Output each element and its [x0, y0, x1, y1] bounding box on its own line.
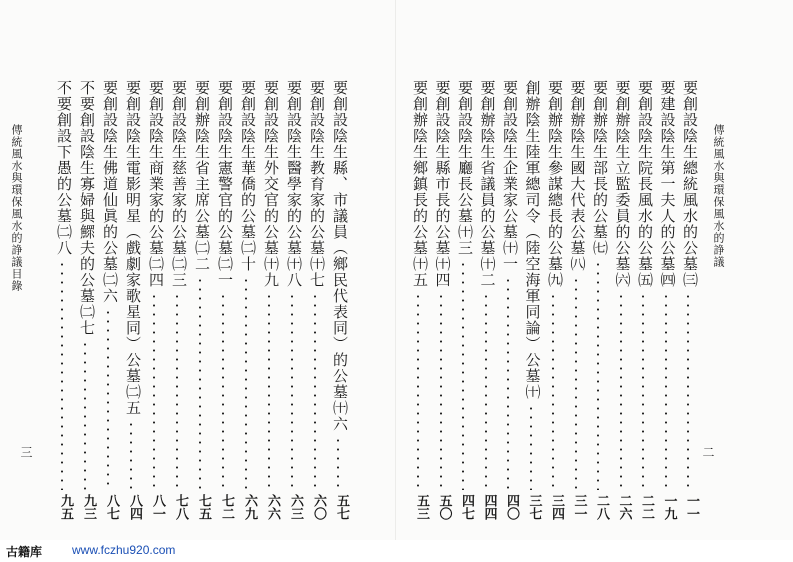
page-number-right: 二	[701, 446, 715, 458]
toc-entry[interactable]	[498, 80, 518, 520]
toc-entry-title: 要創設陰生院長風水的公墓㈤	[636, 80, 654, 288]
toc-entry-page: 四四	[481, 494, 497, 520]
toc-entry-page: 三四	[549, 494, 564, 520]
toc-entry[interactable]	[566, 80, 586, 520]
toc-entry-title: 要創設陰生佛道仙眞的公墓㈡六	[101, 80, 119, 304]
toc-entry[interactable]	[453, 80, 473, 520]
footer-brand: 古籍库	[6, 545, 43, 559]
toc-dot-leader	[462, 260, 464, 490]
toc-entry[interactable]	[75, 80, 95, 520]
toc-entry-page: 一九	[661, 494, 677, 520]
toc-entry[interactable]	[543, 80, 563, 520]
toc-dot-leader	[245, 276, 247, 490]
toc-dot-leader	[417, 292, 419, 490]
toc-entry-page: 八一	[150, 494, 165, 520]
toc-entry-title: 不要創設下愚的公墓㈡八	[55, 80, 73, 256]
toc-entry-title: 要創辦陰生立監委員的公墓㈥	[613, 80, 632, 288]
toc-entry[interactable]	[611, 80, 631, 520]
toc-entry-title: 要創設陰生慈善家的公墓㈡三	[170, 80, 188, 288]
toc-entry[interactable]	[213, 80, 233, 520]
footer-url[interactable]: www.fczhu920.com	[72, 543, 176, 557]
toc-entry[interactable]	[236, 80, 256, 520]
toc-entry-title: 創辦陰生陸軍總司令（陸空海軍同論）公墓㈩	[523, 80, 542, 400]
running-head-left: 傳統風水與環保風水的諍議目錄	[10, 124, 23, 292]
left-page	[0, 0, 396, 540]
toc-entry-title: 要創辦陰生省主席公墓㈡二	[193, 80, 211, 272]
toc-entry-page: 二八	[594, 494, 609, 520]
toc-dot-leader	[642, 292, 644, 490]
toc-entry-page: 六六	[265, 494, 280, 520]
toc-entry[interactable]	[52, 80, 72, 520]
toc-dot-leader	[291, 292, 293, 490]
toc-entry[interactable]	[328, 80, 348, 520]
toc-entry-page: 五七	[334, 494, 349, 520]
toc-entry-title: 不要創設陰生寡婦與鰥夫的公墓㈡七	[78, 80, 96, 336]
toc-entry[interactable]	[144, 80, 164, 520]
toc-entry[interactable]	[167, 80, 187, 520]
toc-entry-page: 四七	[459, 494, 474, 520]
toc-entry-title: 要創設陰生總統風水的公墓㈢	[681, 80, 699, 288]
toc-entry-page: 三七	[526, 494, 542, 520]
toc-entry-title: 要創設陰生企業家公墓㈩一	[501, 80, 519, 272]
toc-entry-title: 要創辦陰生省議員的公墓㈩二	[478, 80, 497, 288]
right-page	[396, 0, 793, 540]
toc-entry-page: 一一	[684, 494, 699, 520]
toc-entry-page: 七八	[173, 494, 188, 520]
toc-entry[interactable]	[656, 80, 676, 520]
running-head-right: 傳統風水與環保風水的諍議	[712, 124, 725, 268]
toc-entry-title: 要創設陰生教育家的公墓㈩七	[308, 80, 326, 288]
toc-entry[interactable]	[190, 80, 210, 520]
toc-entry-title: 要創設陰生醫學家的公墓㈩八	[285, 80, 303, 288]
toc-dot-leader	[314, 292, 316, 490]
toc-entry-page: 六三	[288, 494, 303, 520]
toc-entry[interactable]	[588, 80, 608, 520]
toc-dot-leader	[440, 292, 442, 490]
toc-entry-title: 要創設陰生華僑的公墓㈡十	[239, 80, 257, 272]
toc-dot-leader	[507, 276, 509, 490]
toc-dot-leader	[199, 276, 201, 490]
toc-dot-leader	[687, 292, 689, 490]
toc-entry-page: 八四	[127, 494, 142, 520]
toc-entry-title: 要創設陰生電影明星（戲劇家歌星同）公墓㈡五	[124, 80, 142, 416]
toc-entry[interactable]	[678, 80, 698, 520]
page-number-left: 三	[19, 446, 33, 458]
toc-entry-title: 要創辦陰生鄉鎮長的公墓㈩五	[411, 80, 429, 288]
toc-entry-page: 三一	[571, 494, 587, 520]
footer-watermark	[0, 540, 793, 562]
toc-dot-leader	[552, 292, 554, 490]
toc-entry[interactable]	[98, 80, 118, 520]
toc-dot-leader	[575, 276, 577, 490]
toc-dot-leader	[530, 404, 532, 490]
toc-dot-leader	[485, 292, 487, 490]
toc-entry-page: 九三	[81, 494, 96, 520]
toc-entry-page: 八七	[104, 494, 119, 520]
toc-entry[interactable]	[305, 80, 325, 520]
toc-dot-leader	[222, 292, 224, 490]
toc-dot-leader	[107, 308, 109, 490]
toc-dot-leader	[268, 292, 270, 490]
toc-entry[interactable]	[282, 80, 302, 520]
toc-entry-page: 五三	[414, 494, 429, 520]
toc-entry[interactable]	[408, 80, 428, 520]
toc-entry-title: 要創設陰生憲警官的公墓㈡一	[216, 80, 234, 288]
toc-entry[interactable]	[121, 80, 141, 520]
toc-dot-leader	[130, 420, 132, 490]
toc-entry-title: 要創設陰生商業家的公墓㈡四	[147, 80, 165, 288]
toc-entry-page: 九五	[58, 494, 73, 520]
toc-entry-page: 四〇	[504, 494, 519, 520]
toc-entry[interactable]	[476, 80, 496, 520]
toc-entry-title: 要創辦陰生部長的公墓㈦	[591, 80, 609, 256]
toc-entry-title: 要創設陰生縣、市議員（鄉民代表同）的公墓㈩六	[331, 80, 349, 432]
toc-entry-page: 二二	[639, 494, 654, 520]
toc-entry-title: 要建設陰生第一夫人的公墓㈣	[658, 80, 677, 288]
toc-entry-title: 要創辦陰生國大代表公墓㈧	[568, 80, 587, 272]
toc-dot-leader	[176, 292, 178, 490]
toc-entry-page: 六〇	[311, 494, 326, 520]
toc-entry-title: 要創設陰生廳長公墓㈩三	[456, 80, 474, 256]
toc-entry-page: 七五	[196, 494, 211, 520]
toc-entry[interactable]	[633, 80, 653, 520]
toc-entry-page: 二六	[616, 494, 632, 520]
toc-entry-title: 要創設陰生外交官的公墓㈩九	[262, 80, 280, 288]
toc-dot-leader	[337, 436, 339, 490]
toc-dot-leader	[665, 292, 667, 490]
toc-entry-title: 要創辦陰生參謀總長的公墓㈨	[546, 80, 564, 288]
toc-entry[interactable]	[259, 80, 279, 520]
toc-entry[interactable]	[431, 80, 451, 520]
toc-entry-page: 七二	[219, 494, 234, 520]
toc-entry[interactable]	[521, 80, 541, 520]
toc-dot-leader	[84, 340, 86, 490]
toc-entry-page: 六九	[242, 494, 257, 520]
toc-entry-title: 要創設陰生縣市長的公墓㈩四	[433, 80, 452, 288]
toc-dot-leader	[620, 292, 622, 490]
toc-dot-leader	[153, 292, 155, 490]
toc-entry-page: 五〇	[436, 494, 452, 520]
toc-dot-leader	[61, 260, 63, 490]
toc-dot-leader	[597, 260, 599, 490]
